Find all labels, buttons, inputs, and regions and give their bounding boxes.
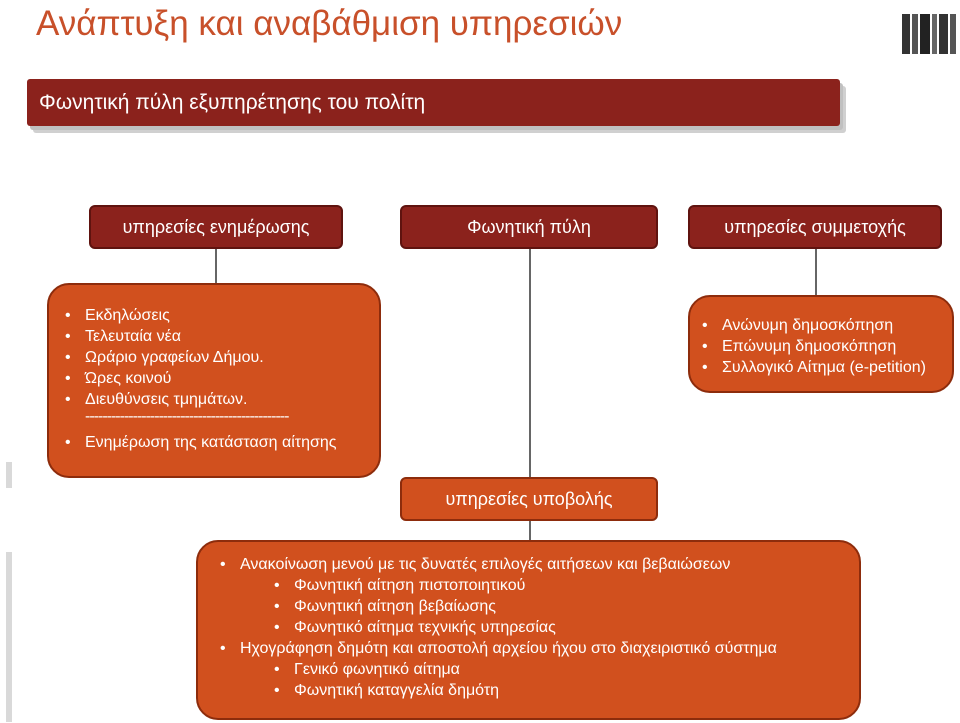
participation-services-list — [688, 295, 954, 393]
portal-banner: Φωνητική πύλη εξυπηρέτησης του πολίτη — [27, 79, 840, 126]
submission-item: • Ανακοίνωση μενού με τις δυνατές επιλογές αιτήσεων και βεβαιώσεων — [240, 554, 859, 575]
info-item: • Ωράριο γραφείων Δήμου. — [85, 347, 379, 368]
submission-item: • Ηχογράφηση δημότη και αποστολή αρχείου ήχου στο διαχειριστικό σύστημα — [240, 638, 859, 659]
voice-portal-box: Φωνητική πύλη — [400, 205, 658, 249]
submission-subitem: • Φωνητική αίτηση πιστοποιητικού — [294, 575, 859, 596]
side-mark-top — [6, 462, 12, 488]
info-services-box: υπηρεσίες ενημέρωσης — [89, 205, 343, 249]
info-services-list — [47, 283, 381, 478]
slide-title: Ανάπτυξη και αναβάθμιση υπηρεσιών — [36, 4, 623, 43]
info-item: • Ώρες κοινού — [85, 368, 379, 389]
info-item: • Διευθύνσεις τμημάτων. — [85, 389, 379, 410]
submission-services-list — [196, 540, 861, 720]
submission-subitem: • Φωνητική αίτηση βεβαίωσης — [294, 596, 859, 617]
info-item: • Τελευταία νέα — [85, 326, 379, 347]
submission-services-box: υπηρεσίες υποβολής — [400, 477, 658, 521]
submission-subitem: • Γενικό φωνητικό αίτημα — [294, 659, 859, 680]
participation-services-box: υπηρεσίες συμμετοχής — [688, 205, 942, 249]
participation-item: • Ανώνυμη δημοσκόπηση — [722, 315, 952, 336]
participation-item: • Επώνυμη δημοσκόπηση — [722, 336, 952, 357]
info-separator: ----------------------------------------------- — [85, 408, 289, 425]
info-item: • Εκδηλώσεις — [85, 305, 379, 326]
info-item: • Ενημέρωση της κατάσταση αίτησης — [85, 432, 379, 453]
submission-subitem: • Φωνητική καταγγελία δημότη — [294, 680, 859, 701]
submission-subitem: • Φωνητικό αίτημα τεχνικής υπηρεσίας — [294, 617, 859, 638]
side-mark-bottom — [6, 552, 12, 722]
participation-item: • Συλλογικό Αίτημα (e-petition) — [722, 357, 952, 378]
